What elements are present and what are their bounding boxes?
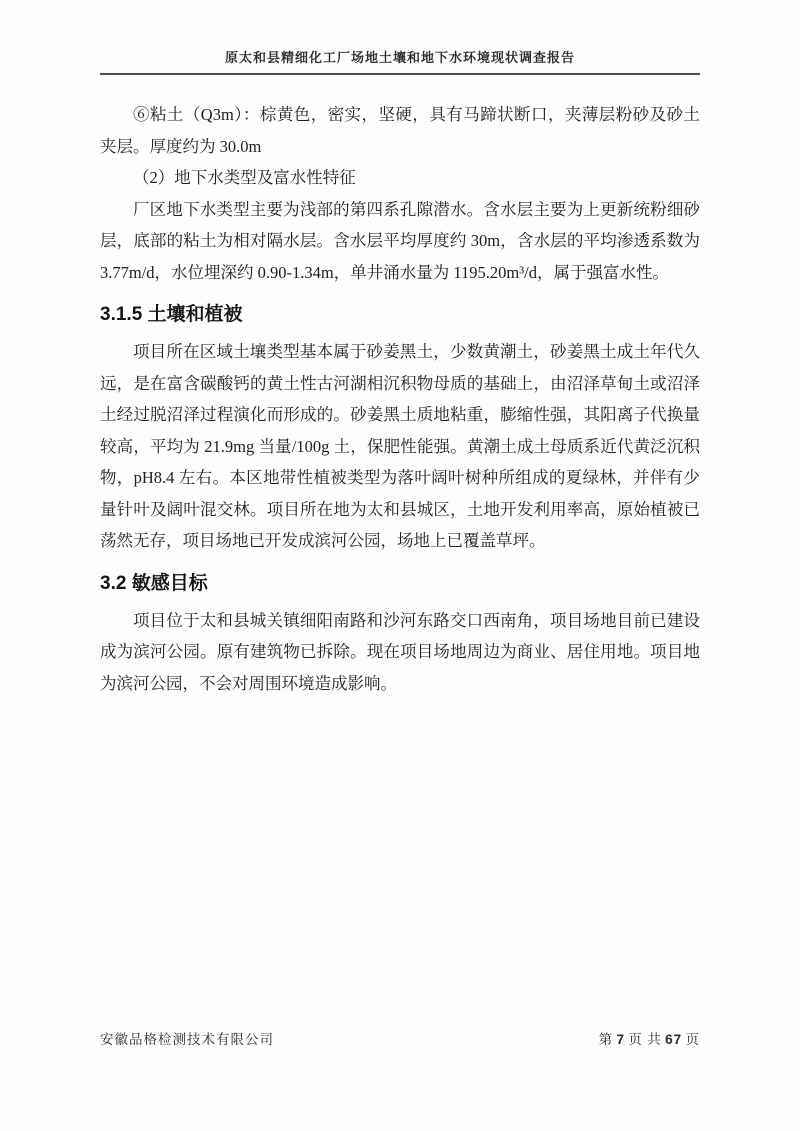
heading-sensitive-targets: 3.2 敏感目标 <box>100 572 208 594</box>
footer-page-total: 67 <box>665 1032 683 1047</box>
footer-company-name: 安徽品格检测技术有限公司 <box>100 1032 274 1047</box>
footer-page-prefix: 第 <box>598 1032 614 1047</box>
paragraph-sensitive-targets: 项目位于太和县城关镇细阳南路和沙河东路交口西南角，项目场地目前已建设成为滨河公园。原有建筑物已拆除。现在项目场地周边为商业、居住用地。项目地为滨河公园，不会对周围环境造成影响。 <box>100 610 700 693</box>
paragraph-soil-and-vegetation: 项目所在区域土壤类型基本属于砂姜黑土，少数黄潮土，砂姜黑土成土年代久远，是在富含碳酸钙的黄土性古河湖相沉积物母质的基础上，由沼泽草甸土或沼泽土经过脱沼泽过程演化而形成的。砂姜黑土质地粘重，膨缩性强，其阳离子代换量较高，平均为 21.9mg 当量/100g 土，保肥性能强。黄潮土成土母质系近代黄泛沉积物，pH8.4 左右。本区地带性植被类型为落叶阔叶树种所组成的夏绿林，并伴有少量针叶及阔叶混交林。项目所在地为太和县城区，土地开发利用率高，原始植被已荡然无存，项目场地已开发成滨河公园，场地上已覆盖草坪。 <box>100 342 700 550</box>
heading-soil-and-vegetation: 3.1.5 土壤和植被 <box>100 304 243 325</box>
paragraph-groundwater: 厂区地下水类型主要为浅部的第四系孔隙潜水。含水层主要为上更新统粉细砂层，底部的粘土为相对隔水层。含水层平均厚度约 30m，含水层的平均渗透系数为 3.77m/d，水位埋深约 0.90-1.34m，单井涌水量为 1195.20m³/d，属于强富水性。 <box>100 199 700 282</box>
running-header-title: 原太和县精细化工厂场地土壤和地下水环境现状调查报告 <box>224 50 575 65</box>
header-rule <box>100 73 700 75</box>
footer-page-indicator <box>599 1028 700 1048</box>
page-header <box>100 50 700 75</box>
page-body <box>100 99 700 699</box>
page-footer <box>100 1028 700 1048</box>
paragraph-clay-layer: ⑥粘土（Q3m）：棕黄色，密实，坚硬，具有马蹄状断口，夹薄层粉砂及砂土夹层。厚度约为 30.0m <box>100 105 700 156</box>
paragraph-groundwater-subtitle: （2）地下水类型及富水性特征 <box>133 168 356 187</box>
footer-page-middle: 页 共 <box>628 1032 662 1047</box>
footer-page-suffix: 页 <box>685 1032 700 1047</box>
footer-page-number: 7 <box>616 1032 625 1047</box>
